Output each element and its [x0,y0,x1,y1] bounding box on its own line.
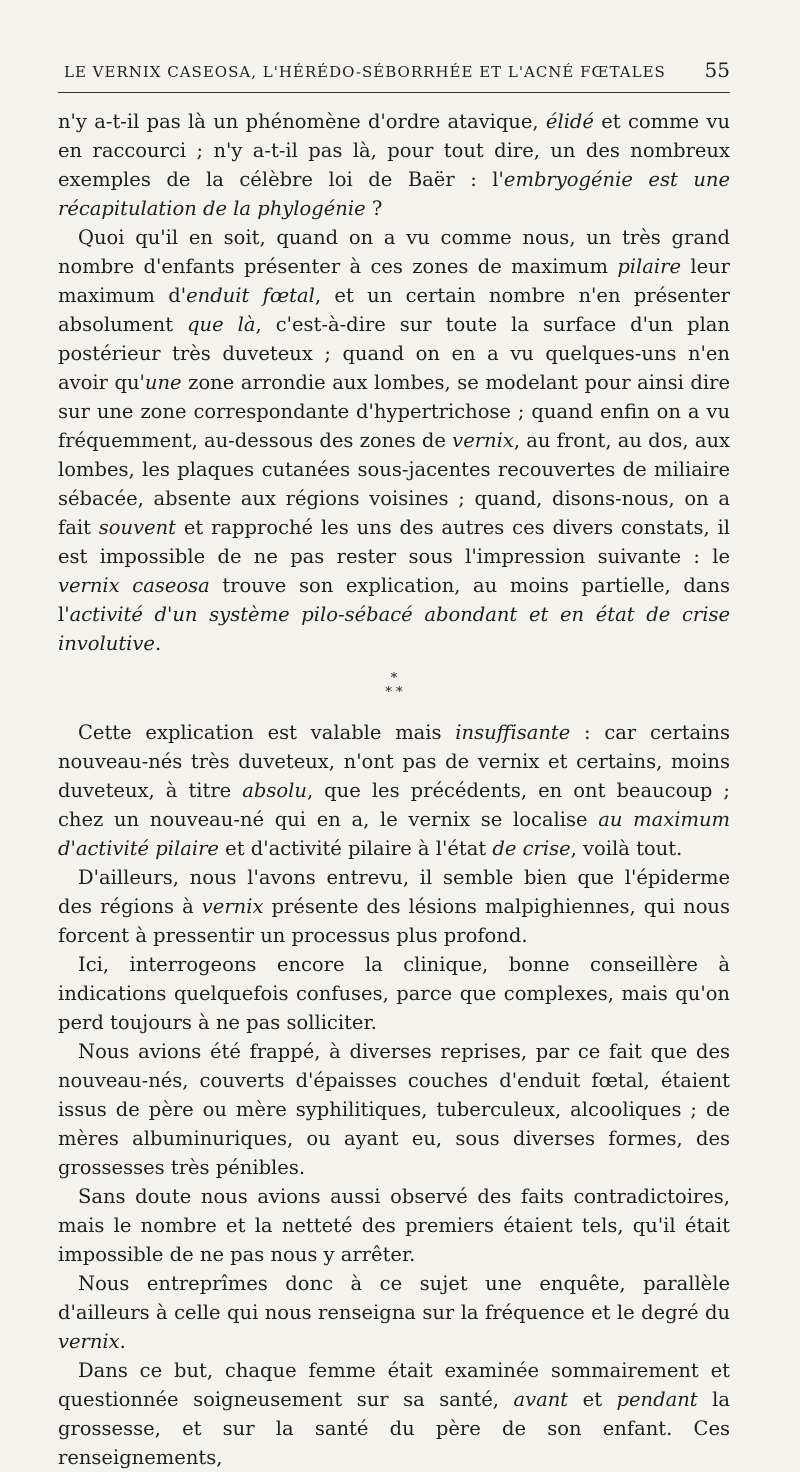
text-run: zone arrondie aux lombes, se modelant pour ainsi dire sur une zone correspondante d'hypertrichose ; quand enfin on a vu fréquemment, au-dessous des zones de [58,371,730,452]
paragraph-5: Ici, interrogeons encore la clinique, bonne conseillère à indications quelquefois confuses, parce que complexes, mais qu'on perd toujours à ne pas solliciter. [58,953,730,1034]
text-run: . [119,1330,126,1353]
text-run: . [154,632,162,655]
running-header [58,58,730,93]
italic-run: pilaire [617,255,681,278]
italic-run: de crise [492,837,571,860]
text-run: présente des lésions malpighiennes, qui nous forcent à pressentir un processus plus profond. [58,895,730,947]
paragraph-6: Nous avions été frappé, à diverses reprises, par ce fait que des nouveau-nés, couverts d'épaisses couches d'enduit fœtal, étaient issus de père ou mère syphilitiques, tuberculeux, alcooliques ; de mères albuminuriques, ou ayant eu, sous diverses formes, des grossesses très pénibles. [58,1040,730,1179]
text-run: , au front, au dos, aux lombes, les plaques cutanées sous-jacentes recouvertes de miliaire sébacée, absente aux régions voisines ; quand, disons-nous, on a fait [58,429,730,539]
italic-run: enduit fœtal [186,284,315,307]
paragraph-7: Sans doute nous avions aussi observé des faits contradictoires, mais le nombre et la netteté des premiers étaient tels, qu'il était impossible de ne pas nous y arrêter. [58,1185,730,1266]
page [58,58,730,1472]
italic-run: vernix [58,1330,120,1353]
italic-run: vernix caseosa [58,574,210,597]
italic-run: activité d'un système pilo-sébacé abondant et en état de crise involutive [58,603,730,655]
italic-run: insuffisante [455,721,571,744]
italic-run: une [144,371,182,394]
text-run: : car certains nouveau-nés très duveteux, n'ont pas de vernix et certains, moins duveteux, à titre [58,721,730,802]
paragraph-2 [58,223,730,658]
text-run: ? [365,197,383,220]
running-title: LE VERNIX CASEOSA, L'HÉRÉDO-SÉBORRHÉE ET L'ACNÉ FŒTALES [64,63,666,81]
text-run: la grossesse, et sur la santé du père de son enfant. Ces renseignements, [58,1388,730,1469]
text-run: et rapproché les uns des autres ces divers constats, il est impossible de ne pas rester sous l'impression suivante : le [58,516,730,568]
body-text [58,107,730,1472]
paragraph-9 [58,1356,730,1472]
italic-run: vernix [452,429,514,452]
italic-run: élidé [545,110,594,133]
paragraph-3 [58,718,730,863]
text-run: leur maximum d' [58,255,730,307]
text-run: Quoi qu'il en soit, quand on a vu comme nous, un très grand nombre d'enfants présenter à ces zones de maximum [58,226,730,278]
italic-run: pendant [616,1388,698,1411]
text-run: Cette explication est valable mais [78,721,456,744]
text-run: , que les précédents, en ont beaucoup ; chez un nouveau-né qui en a, le vernix se localise [58,779,730,831]
paragraph-8 [58,1269,730,1356]
page-number: 55 [704,58,730,82]
asterism-top: * [390,671,398,686]
text-run: , et un certain nombre n'en présenter absolument [58,284,730,336]
italic-run: au maximum d'activité pilaire [58,808,731,860]
italic-run: souvent [98,516,177,539]
italic-run: avant [513,1388,569,1411]
paragraph-1 [58,107,730,223]
italic-run: que là [187,313,256,336]
text-run: , c'est-à-dire sur toute la surface d'un plan postérieur très duveteux ; quand on en a vu quelques-uns n'en avoir qu' [58,313,730,394]
text-run: et comme vu en raccourci ; n'y a-t-il pas là, pour tout dire, un des nombreux exemples de la célèbre loi de Baër : l' [58,110,730,191]
text-run: n'y a-t-il pas là un phénomène d'ordre atavique, [58,110,546,133]
paragraph-4 [58,863,730,950]
text-run: , voilà tout. [570,837,683,860]
text-run: et [568,1388,617,1411]
asterism-bottom: * * [385,685,403,700]
italic-run: vernix [201,895,264,918]
text-run: Dans ce but, chaque femme était examinée sommairement et questionnée soigneusement sur sa santé, [58,1359,730,1411]
section-break-asterism [58,672,730,700]
text-run: Nous entreprîmes donc à ce sujet une enquête, parallèle d'ailleurs à celle qui nous renseigna sur la fréquence et le degré du [58,1272,730,1324]
text-run: trouve son explication, au moins partielle, dans l' [58,574,730,626]
text-run: et d'activité pilaire à l'état [218,837,493,860]
text-run: D'ailleurs, nous l'avons entrevu, il semble bien que l'épiderme des régions à [58,866,730,918]
italic-run: absolu [242,779,307,802]
italic-run: embryogénie est une récapitulation de la phylogénie [58,168,731,220]
